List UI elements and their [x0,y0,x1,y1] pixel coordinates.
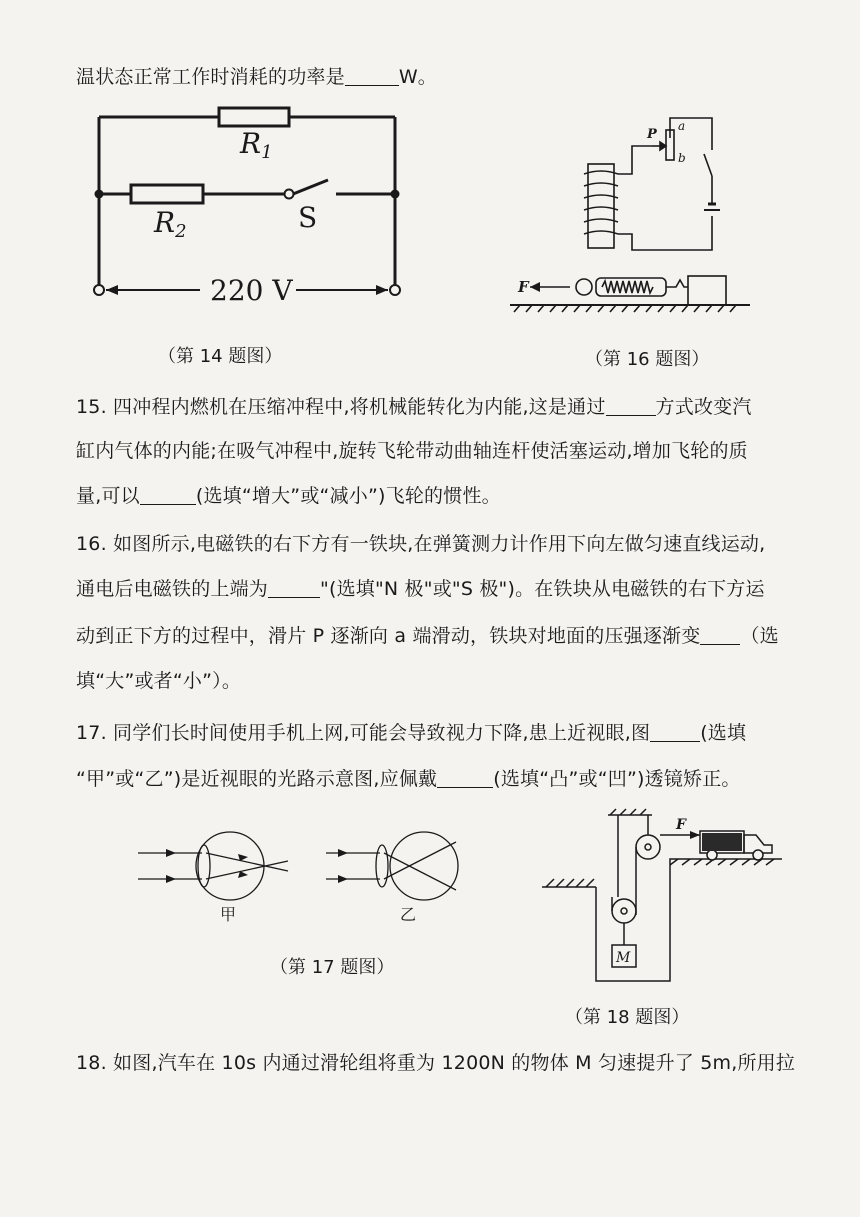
electromagnet-diagram-fig16 [500,110,780,315]
fig16-b-label: b [678,151,686,165]
fig17-label-left: 甲 [220,905,237,924]
eye-diagram-fig17 [138,820,478,940]
q17-text-2b: (选填“凸”或“凹”)透镜矫正。 [493,768,741,790]
q14-tail-text: 温状态正常工作时消耗的功率是 [76,66,345,88]
q17-line-1 [76,718,746,745]
fig16-p-label: P [647,127,657,142]
fig14-caption: （第 14 题图） [158,346,283,367]
fig18-force-label: F [676,817,686,833]
q15-text-1a: 15. 四冲程内燃机在压缩冲程中,将机械能转化为内能,这是通过 [76,396,606,418]
q15-line-1 [76,392,752,419]
q14-answer-blank[interactable] [345,66,399,86]
q14-tail-unit: W。 [398,66,437,88]
q16-line-1: 16. 如图所示,电磁铁的右下方有一铁块,在弹簧测力计作用下向左做匀速直线运动, [76,533,766,555]
fig17-label-right: 乙 [400,905,417,924]
r2-label: R2 [154,206,187,242]
q17-line-2 [76,764,741,791]
q14-tail-line [76,62,437,89]
q16-blank-1[interactable] [268,578,320,598]
q16-text-3a: 动到正下方的过程中，滑片 P 逐渐向 a 端滑动，铁块对地面的压强逐渐变 [76,625,701,647]
fig16-force-label: F [518,278,529,296]
q15-line-3 [76,481,501,508]
q18-line-1: 18. 如图,汽车在 10s 内通过滑轮组将重为 1200N 的物体 M 匀速提升了 5m,所用拉 [76,1052,796,1074]
q17-blank-2[interactable] [437,768,493,788]
q15-text-3b: (选填“增大”或“减小”)飞轮的惯性。 [195,485,501,507]
switch-label: S [298,201,318,234]
r1-label: R1 [240,127,273,163]
voltage-label: 220 V [210,274,293,307]
q15-line-2: 缸内气体的内能;在吸气冲程中,旋转飞轮带动曲轴连杆使活塞运动,增加飞轮的质 [76,440,748,462]
q16-line-2 [76,574,765,601]
fig16-caption: （第 16 题图） [585,349,710,370]
q16-text-2a: 通电后电磁铁的上端为 [76,578,269,600]
q16-blank-2[interactable] [700,625,740,645]
q16-line-3 [76,621,779,648]
fig16-a-label: a [678,119,686,133]
q16-line-4: 填“大”或者“小”）。 [76,670,242,692]
q15-text-3a: 量,可以 [76,485,140,507]
q15-text-1b: 方式改变汽 [655,396,752,418]
fig18-caption: （第 18 题图） [565,1007,690,1028]
q17-blank-1[interactable] [650,722,700,742]
fig17-caption: （第 17 题图） [270,957,395,978]
fig18-mass-label: M [616,950,631,966]
q17-text-1b: (选填 [700,722,747,744]
circuit-diagram-fig14 [88,100,408,310]
q15-blank-2[interactable] [140,485,196,505]
q17-text-2a: “甲”或“乙”)是近视眼的光路示意图,应佩戴 [76,768,438,790]
pulley-truck-diagram-fig18 [542,815,792,985]
q15-blank-1[interactable] [606,396,656,416]
q16-text-3b: （选 [740,625,779,647]
q17-text-1a: 17. 同学们长时间使用手机上网,可能会导致视力下降,患上近视眼,图 [76,722,651,744]
q16-text-2b: "(选填"N 极"或"S 极")。在铁块从电磁铁的右下方运 [320,578,765,600]
